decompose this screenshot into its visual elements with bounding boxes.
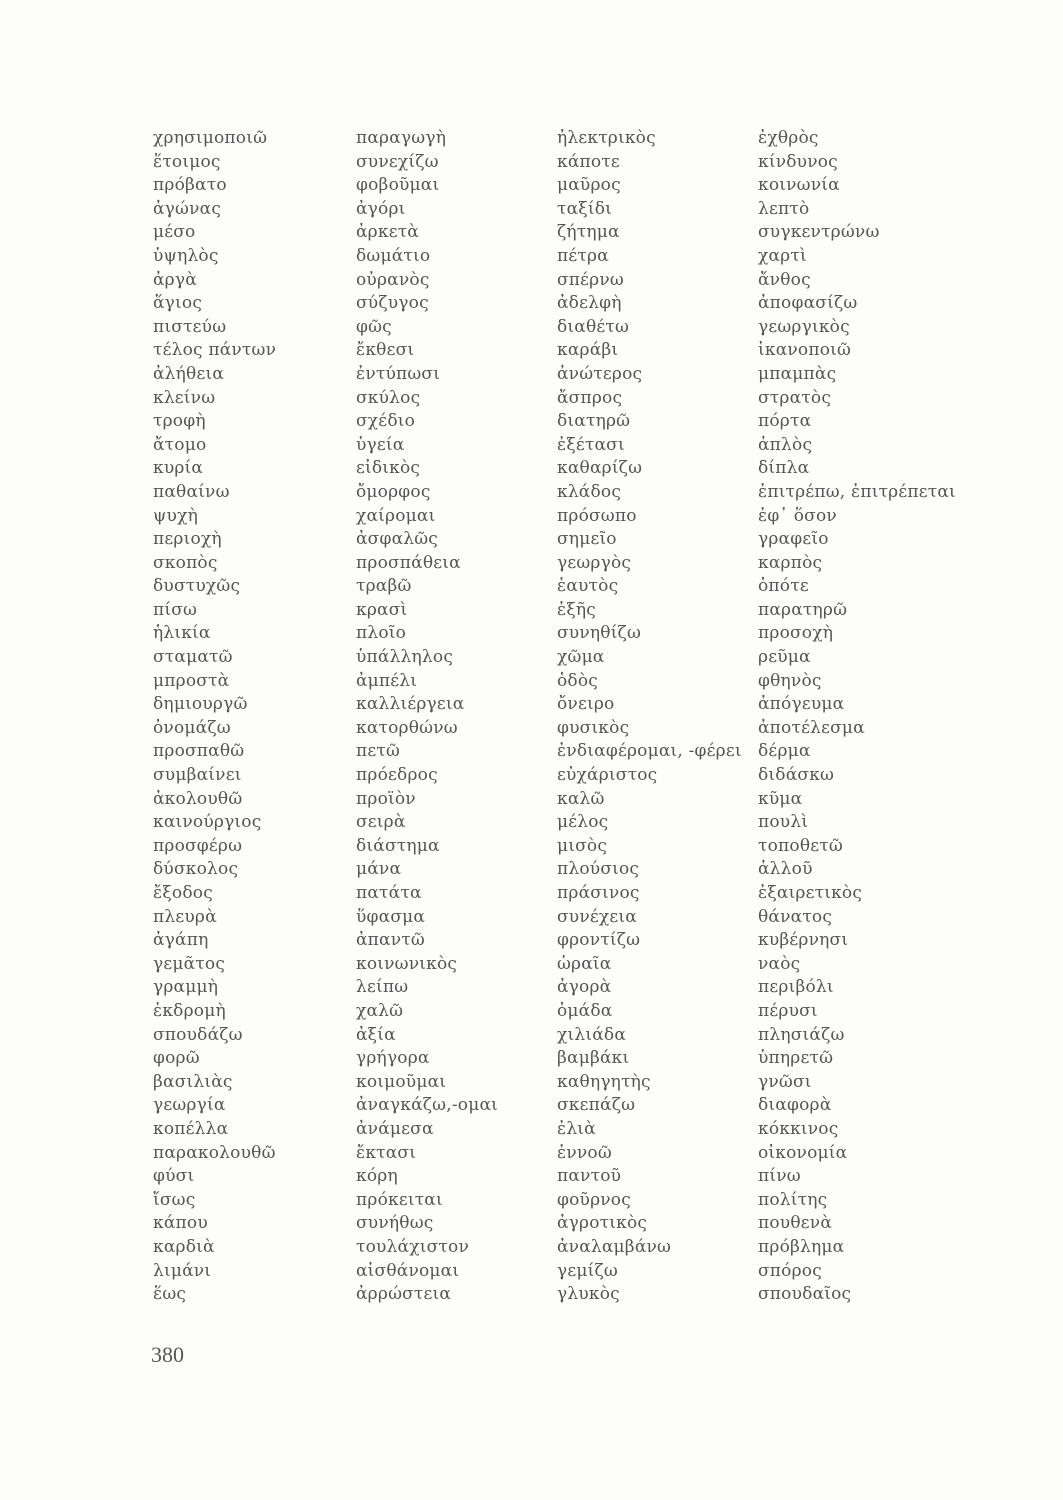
word-entry: λείπω [356, 977, 409, 998]
word-entry: ἐνδιαφέρομαι, -φέρει [557, 741, 742, 762]
word-entry: κοιμοῦμαι [356, 1071, 447, 1092]
word-entry: πράσινος [557, 883, 640, 903]
word-entry: πρόεδρος [356, 765, 438, 786]
word-entry: φορῶ [153, 1048, 200, 1069]
word-entry: ἑαυτὸς [557, 576, 619, 597]
word-entry: καράβι [557, 340, 619, 361]
word-entry: σειρὰ [356, 812, 406, 833]
word-entry: πατάτα [356, 883, 422, 903]
word-entry: φθηνὸς [758, 670, 822, 691]
word-entry: ἀναγκάζω,-ομαι [356, 1095, 499, 1116]
word-entry: ἀνώτερος [557, 363, 643, 384]
word-entry: οὐρανὸς [356, 269, 430, 290]
word-entry: παρατηρῶ [758, 599, 848, 620]
word-entry: καθηγητὴς [557, 1071, 651, 1092]
word-entry: χῶμα [557, 647, 605, 668]
word-entry: ρεῦμα [758, 647, 811, 668]
word-entry: σπουδαῖος [758, 1284, 852, 1305]
word-entry: ἀρκετὰ [356, 222, 419, 243]
word-entry: συνήθως [356, 1213, 434, 1234]
word-entry: μισὸς [557, 835, 608, 856]
word-entry: ναὸς [758, 953, 801, 974]
word-entry: δέρμα [758, 741, 811, 762]
word-entry: γεωργικὸς [758, 316, 850, 337]
word-entry: πλούσιος [557, 859, 640, 880]
word-entry: προσπαθῶ [153, 741, 245, 762]
word-entry: ἕως [153, 1284, 187, 1305]
word-entry: ἄσπρος [557, 387, 623, 408]
word-entry: δωμάτιο [356, 245, 431, 266]
word-entry: σπόρος [758, 1260, 822, 1281]
word-entry: κλάδος [557, 481, 622, 502]
word-entry: προσπάθεια [356, 552, 461, 573]
word-entry: συνεχίζω [356, 151, 439, 172]
word-entry: κόκκινος [758, 1118, 839, 1139]
word-entry: κλείνω [153, 387, 216, 408]
word-entry: σκεπάζω [557, 1095, 636, 1116]
word-entry: διαθέτω [557, 316, 630, 337]
word-entry: κίνδυνος [758, 151, 838, 172]
word-entry: ὑπάλληλος [356, 647, 454, 668]
word-entry: ἅγιος [153, 293, 203, 314]
word-entry: παθαίνω [153, 481, 230, 502]
word-entry: ἱκανοποιῶ [758, 340, 852, 361]
word-entry: κοινωνία [758, 175, 840, 196]
word-entry: γεωργὸς [557, 552, 632, 573]
word-entry: ταξίδι [557, 198, 613, 219]
word-entry: γνῶσι [758, 1071, 812, 1092]
word-entry: συγκεντρώνω [758, 222, 880, 243]
word-entry: τροφὴ [153, 411, 206, 432]
word-entry: πρόκειται [356, 1189, 443, 1210]
word-entry: ἀποφασίζω [758, 293, 858, 314]
word-entry: ἀργὰ [153, 269, 197, 290]
word-entry: κόρη [356, 1166, 398, 1187]
word-entry: φοῦρνος [557, 1189, 631, 1210]
word-entry: ζήτημα [557, 222, 620, 243]
word-entry: κῦμα [758, 788, 803, 809]
word-entry: παραγωγὴ [356, 128, 447, 148]
word-entry: πρόβατο [153, 175, 227, 196]
word-entry: καρπὸς [758, 552, 823, 573]
word-entry: πιστεύω [153, 316, 227, 337]
word-entry: καλῶ [557, 788, 605, 809]
word-entry: θάνατος [758, 906, 833, 927]
word-entry: διαφορὰ [758, 1095, 832, 1116]
word-entry: δύσκολος [153, 859, 239, 880]
word-entry: ἴσως [153, 1189, 196, 1210]
word-entry: ἀναλαμβάνω [557, 1236, 672, 1257]
word-entry: κρασὶ [356, 599, 408, 620]
word-entry: πλοῖο [356, 623, 407, 644]
word-entry: σύζυγος [356, 293, 429, 314]
word-entry: στρατὸς [758, 387, 832, 408]
word-entry: καρδιὰ [153, 1236, 215, 1257]
word-entry: πλευρὰ [153, 906, 217, 927]
word-entry: τοποθετῶ [758, 835, 843, 856]
word-entry: χιλιάδα [557, 1024, 627, 1045]
word-entry: ἕτοιμος [153, 151, 221, 172]
word-entry: γεμᾶτος [153, 953, 226, 974]
word-entry: ἐκδρομὴ [153, 1000, 226, 1021]
word-entry: ὁπότε [758, 576, 809, 597]
word-entry: πουθενὰ [758, 1213, 832, 1234]
word-entry: γρήγορα [356, 1048, 430, 1069]
word-entry: διάστημα [356, 835, 440, 856]
word-entry: χαρτὶ [758, 245, 807, 266]
word-entry: σκύλος [356, 387, 421, 408]
word-entry: κατορθώνω [356, 717, 458, 738]
word-entry: πόρτα [758, 411, 812, 432]
word-entry: σημεῖο [557, 529, 617, 550]
word-entry: μπροστὰ [153, 670, 230, 691]
word-entry: χαλῶ [356, 1000, 404, 1021]
word-entry: συνηθίζω [557, 623, 642, 644]
word-entry: τραβῶ [356, 576, 412, 597]
word-entry: μπαμπὰς [758, 363, 837, 384]
word-entry: σκοπὸς [153, 552, 218, 573]
word-entry: ὕφασμα [356, 906, 426, 927]
word-entry: σπουδάζω [153, 1024, 243, 1045]
word-entry: κάπου [153, 1213, 208, 1234]
word-entry: καινούργιος [153, 812, 262, 833]
word-entry: γραμμὴ [153, 977, 219, 998]
word-entry: λιμάνι [153, 1260, 212, 1281]
word-entry: ἡλικία [153, 623, 211, 644]
word-entry: ὄνειρο [557, 694, 615, 715]
word-entry: ἀγώνας [153, 198, 222, 219]
word-entry: ἐλιὰ [557, 1118, 596, 1139]
word-entry: ἐννοῶ [557, 1142, 612, 1163]
word-entry: ἔκτασι [356, 1142, 417, 1163]
word-entry: ὡραῖα [557, 953, 612, 974]
word-entry: φροντίζω [557, 930, 641, 951]
word-entry: ἀλήθεια [153, 363, 225, 384]
word-entry: γλυκὸς [557, 1284, 620, 1305]
word-column-4 [758, 127, 1058, 1307]
word-entry: πέρυσι [758, 1000, 818, 1021]
word-entry: ἀπόγευμα [758, 694, 845, 715]
word-entry: πρόσωπο [557, 505, 637, 526]
word-entry: μάνα [356, 859, 402, 880]
word-entry: φῶς [356, 316, 392, 337]
word-entry: ἀδελφὴ [557, 293, 622, 314]
word-entry: ἀπαντῶ [356, 930, 425, 951]
page-number: 380 [151, 1342, 184, 1367]
word-entry: γεωργία [153, 1095, 226, 1116]
word-entry: ἑξῆς [557, 599, 596, 620]
word-entry: ἁπλὸς [758, 434, 813, 455]
word-entry: ἐφ᾽ ὅσον [758, 505, 837, 526]
word-entry: ὁδὸς [557, 670, 599, 691]
word-entry: διδάσκω [758, 765, 835, 786]
word-entry: ἀποτέλεσμα [758, 717, 865, 738]
word-entry: οἰκονομία [758, 1142, 848, 1163]
word-entry: ὁμάδα [557, 1000, 613, 1021]
word-entry: δίπλα [758, 458, 810, 479]
word-entry: ἐπιτρέπω, ἐπιτρέπεται [758, 481, 956, 502]
word-entry: πετῶ [356, 741, 401, 762]
word-entry: μέλος [557, 812, 609, 833]
word-entry: πολίτης [758, 1189, 828, 1210]
word-entry: βαμβάκι [557, 1048, 630, 1069]
word-entry: πέτρα [557, 245, 609, 266]
word-entry: εἰδικὸς [356, 458, 421, 479]
word-entry: πρόβλημα [758, 1236, 845, 1257]
word-entry: δυστυχῶς [153, 576, 241, 597]
word-entry: περιβόλι [758, 977, 834, 998]
word-entry: ἀνάμεσα [356, 1118, 434, 1139]
word-entry: παρακολουθῶ [153, 1142, 276, 1163]
word-entry: κυβέρνησι [758, 930, 849, 951]
word-entry: ἀμπέλι [356, 670, 418, 691]
word-entry: φύσι [153, 1166, 195, 1187]
word-entry: καλλιέργεια [356, 694, 465, 715]
word-entry: προσφέρω [153, 835, 243, 856]
word-entry: ἐξέτασι [557, 434, 625, 455]
word-entry: ἀγροτικὸς [557, 1213, 648, 1234]
word-entry: βασιλιὰς [153, 1071, 233, 1092]
word-entry: ἀσφαλῶς [356, 529, 439, 550]
word-entry: εὐχάριστος [557, 765, 658, 786]
word-entry: γραφεῖο [758, 529, 829, 550]
word-entry: προϊὸν [356, 788, 416, 809]
word-entry: ἐντύπωσι [356, 363, 441, 384]
word-entry: κυρία [153, 458, 204, 479]
word-entry: ὀνομάζω [153, 717, 231, 738]
word-entry: χρησιμοποιῶ [153, 128, 268, 148]
word-entry: διατηρῶ [557, 411, 631, 432]
word-entry: ἀγόρι [356, 198, 406, 219]
word-entry: προσοχὴ [758, 623, 834, 644]
word-entry: ἄτομο [153, 434, 207, 455]
word-entry: σχέδιο [356, 411, 416, 432]
word-entry: κοινωνικὸς [356, 953, 458, 974]
word-entry: ὑψηλὸς [153, 245, 219, 266]
word-entry: καθαρίζω [557, 458, 643, 479]
word-entry: λεπτὸ [758, 198, 810, 219]
word-entry: τέλος πάντων [153, 340, 277, 361]
word-entry: πουλὶ [758, 812, 809, 833]
word-entry: συμβαίνει [153, 765, 242, 786]
word-entry: μαῦρος [557, 175, 621, 196]
word-entry: ἀγάπη [153, 930, 209, 951]
word-entry: ἀξία [356, 1024, 396, 1045]
word-entry: ἐχθρὸς [758, 128, 819, 148]
word-entry: ἠλεκτρικὸς [557, 128, 656, 148]
word-entry: ψυχὴ [153, 505, 198, 526]
word-entry: συνέχεια [557, 906, 637, 927]
word-entry: ἔκθεσι [356, 340, 415, 361]
word-entry: ἀγορὰ [557, 977, 612, 998]
word-entry: πίνω [758, 1166, 801, 1187]
word-entry: γεμίζω [557, 1260, 618, 1281]
word-entry: κάποτε [557, 151, 620, 172]
word-entry: τουλάχιστον [356, 1236, 469, 1257]
word-entry: φυσικὸς [557, 717, 630, 738]
word-entry: ὑγεία [356, 434, 405, 455]
word-entry: ὄμορφος [356, 481, 431, 502]
word-entry: αἰσθάνομαι [356, 1260, 460, 1281]
word-entry: σπέρνω [557, 269, 624, 290]
word-entry: σταματῶ [153, 647, 233, 668]
word-entry: πλησιάζω [758, 1024, 845, 1045]
word-entry: ἐξαιρετικὸς [758, 883, 863, 903]
word-entry: ἀλλοῦ [758, 859, 813, 880]
word-entry: ὑπηρετῶ [758, 1048, 834, 1069]
word-entry: πίσω [153, 599, 198, 620]
word-entry: φοβοῦμαι [356, 175, 440, 196]
word-entry: ἄνθος [758, 269, 811, 290]
word-entry: ἔξοδος [153, 883, 213, 903]
word-entry: ἀρρώστεια [356, 1284, 452, 1305]
word-entry: περιοχὴ [153, 529, 222, 550]
word-entry: ἀκολουθῶ [153, 788, 243, 809]
word-entry: χαίρομαι [356, 505, 436, 526]
word-entry: παντοῦ [557, 1166, 622, 1187]
word-entry: κοπέλλα [153, 1118, 229, 1139]
word-entry: δημιουργῶ [153, 694, 248, 715]
word-entry: μέσο [153, 222, 196, 243]
